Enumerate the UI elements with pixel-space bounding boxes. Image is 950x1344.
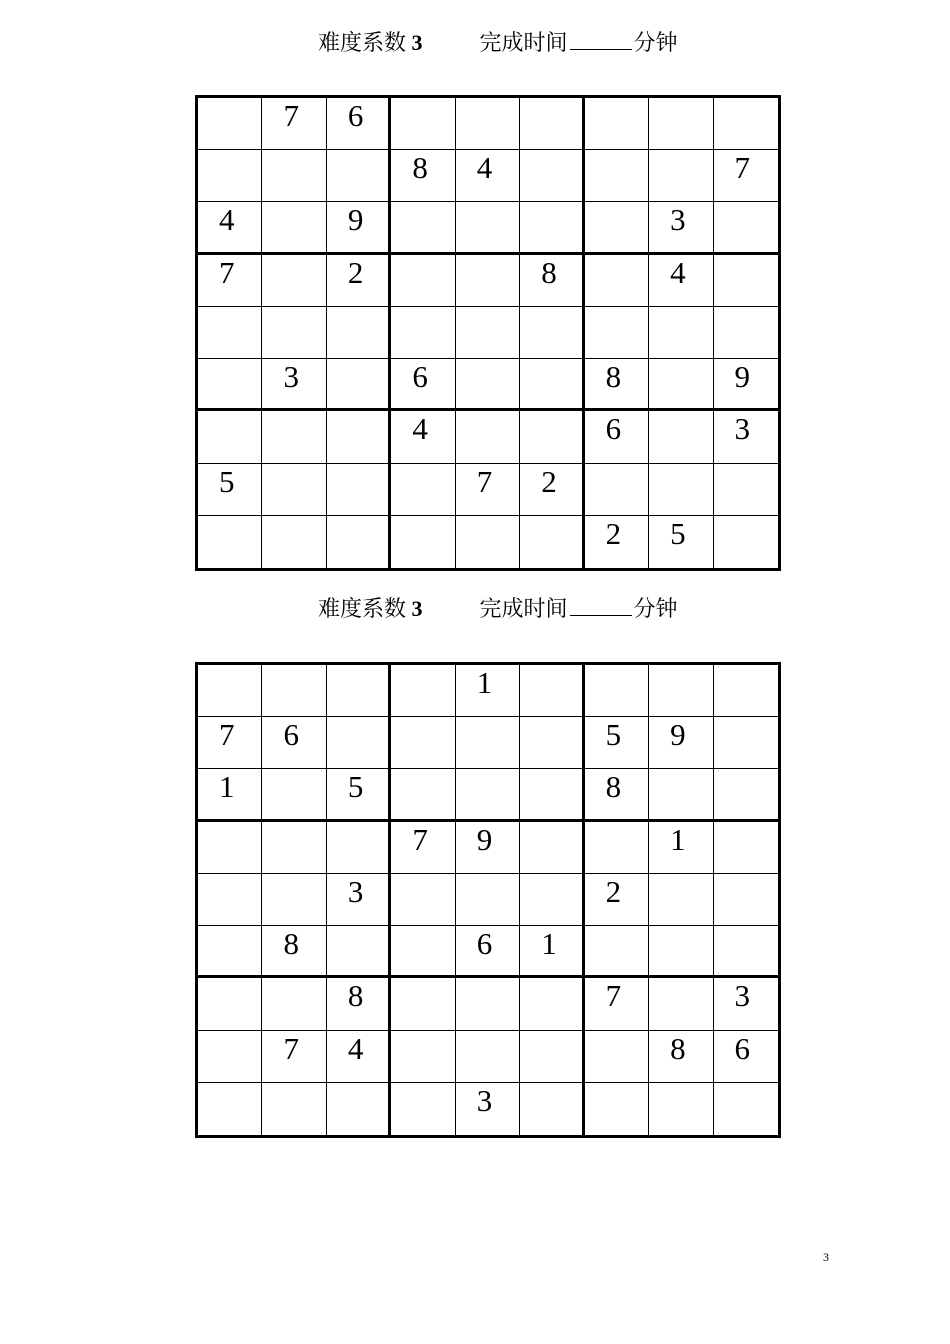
sudoku-cell[interactable] [520, 717, 584, 769]
time-unit: 分钟 [633, 30, 678, 55]
sudoku-cell[interactable] [198, 516, 262, 568]
sudoku-cell[interactable] [327, 822, 391, 874]
sudoku-cell[interactable]: 8 [327, 978, 391, 1030]
sudoku-cell[interactable] [198, 1083, 262, 1135]
sudoku-cell[interactable] [391, 307, 455, 359]
sudoku-cell[interactable] [456, 516, 520, 568]
sudoku-cell[interactable]: 8 [262, 926, 326, 978]
sudoku-cell[interactable]: 1 [649, 822, 713, 874]
sudoku-cell[interactable] [585, 822, 649, 874]
sudoku-cell[interactable] [520, 978, 584, 1030]
sudoku-cell[interactable]: 2 [585, 516, 649, 568]
sudoku-cell[interactable]: 8 [649, 1031, 713, 1083]
sudoku-cell[interactable] [520, 307, 584, 359]
sudoku-cell[interactable]: 7 [391, 822, 455, 874]
sudoku-cell[interactable] [198, 1031, 262, 1083]
difficulty-label: 难度系数 [318, 30, 407, 55]
sudoku-cell[interactable] [456, 874, 520, 926]
time-blank-line [570, 29, 632, 50]
sudoku-cell[interactable] [391, 1031, 455, 1083]
sudoku-cell[interactable]: 8 [585, 359, 649, 411]
sudoku-cell[interactable] [714, 307, 778, 359]
sudoku-cell[interactable] [520, 516, 584, 568]
sudoku-cell[interactable] [391, 1083, 455, 1135]
sudoku-cell[interactable] [391, 978, 455, 1030]
sudoku-cell[interactable] [262, 665, 326, 717]
sudoku-cell[interactable] [714, 464, 778, 516]
time-blank-line [570, 595, 632, 616]
sudoku-cell[interactable] [327, 665, 391, 717]
sudoku-cell[interactable] [262, 307, 326, 359]
sudoku-cell[interactable] [456, 359, 520, 411]
sudoku-cell[interactable] [198, 150, 262, 202]
sudoku-cell[interactable] [585, 202, 649, 254]
sudoku-cell[interactable] [262, 202, 326, 254]
sudoku-cell[interactable]: 4 [456, 150, 520, 202]
difficulty-value: 3 [411, 30, 423, 55]
sudoku-cell[interactable]: 8 [391, 150, 455, 202]
sudoku-cell[interactable]: 7 [714, 150, 778, 202]
sudoku-cell[interactable] [649, 359, 713, 411]
sudoku-cell[interactable]: 8 [520, 255, 584, 307]
sudoku-cell[interactable] [391, 202, 455, 254]
sudoku-cell[interactable] [714, 1083, 778, 1135]
sudoku-cell[interactable] [649, 464, 713, 516]
sudoku-cell[interactable]: 3 [649, 202, 713, 254]
sudoku-cell[interactable]: 5 [198, 464, 262, 516]
sudoku-cell[interactable] [391, 665, 455, 717]
sudoku-cell[interactable] [262, 822, 326, 874]
sudoku-cell[interactable] [714, 822, 778, 874]
sudoku-cell[interactable] [198, 307, 262, 359]
sudoku-cell[interactable] [649, 150, 713, 202]
sudoku-cell[interactable] [198, 665, 262, 717]
sudoku-cell[interactable] [456, 307, 520, 359]
sudoku-cell[interactable] [649, 98, 713, 150]
sudoku-cell[interactable] [520, 665, 584, 717]
sudoku-cell[interactable]: 5 [585, 717, 649, 769]
sudoku-cell[interactable] [520, 150, 584, 202]
sudoku-cell[interactable] [391, 464, 455, 516]
sudoku-cell[interactable] [649, 874, 713, 926]
sudoku-cell[interactable]: 4 [198, 202, 262, 254]
sudoku-cell[interactable]: 1 [198, 769, 262, 821]
sudoku-cell[interactable] [327, 464, 391, 516]
sudoku-cell[interactable] [198, 359, 262, 411]
sudoku-cell[interactable]: 6 [262, 717, 326, 769]
sudoku-cell[interactable] [714, 516, 778, 568]
sudoku-cell[interactable]: 9 [327, 202, 391, 254]
sudoku-cell[interactable]: 9 [456, 822, 520, 874]
sudoku-cell[interactable] [585, 464, 649, 516]
sudoku-grid-2 [195, 662, 781, 1138]
sudoku-cell[interactable] [649, 665, 713, 717]
sudoku-cell[interactable] [649, 1083, 713, 1135]
sudoku-cell[interactable] [714, 202, 778, 254]
sudoku-cell[interactable] [585, 1031, 649, 1083]
sudoku-cell[interactable] [714, 717, 778, 769]
sudoku-cell[interactable]: 3 [456, 1083, 520, 1135]
sudoku-cell[interactable] [327, 1083, 391, 1135]
sudoku-cell[interactable] [198, 98, 262, 150]
sudoku-cell[interactable] [714, 769, 778, 821]
sudoku-cell[interactable] [714, 255, 778, 307]
sudoku-cell[interactable]: 3 [714, 411, 778, 463]
sudoku-cell[interactable] [520, 822, 584, 874]
sudoku-cell[interactable] [262, 464, 326, 516]
sudoku-cell[interactable]: 3 [714, 978, 778, 1030]
sudoku-cell[interactable] [327, 926, 391, 978]
sudoku-cell[interactable] [262, 150, 326, 202]
sudoku-cell[interactable] [520, 359, 584, 411]
sudoku-cell[interactable]: 3 [327, 874, 391, 926]
time-unit: 分钟 [633, 596, 678, 621]
sudoku-cell[interactable]: 7 [585, 978, 649, 1030]
sudoku-cell[interactable]: 5 [327, 769, 391, 821]
sudoku-cell[interactable] [585, 1083, 649, 1135]
sudoku-cell[interactable]: 6 [714, 1031, 778, 1083]
sudoku-cell[interactable] [327, 359, 391, 411]
sudoku-cell[interactable] [262, 874, 326, 926]
sudoku-cell[interactable]: 7 [198, 255, 262, 307]
sudoku-cell[interactable] [391, 769, 455, 821]
sudoku-cell[interactable]: 6 [391, 359, 455, 411]
time-label: 完成时间 [479, 30, 568, 55]
sudoku-cell[interactable] [327, 150, 391, 202]
page-number: 3 [823, 1250, 829, 1264]
sudoku-cell[interactable] [198, 822, 262, 874]
sudoku-grid-1 [195, 95, 781, 571]
sudoku-cell[interactable] [198, 411, 262, 463]
sudoku-cell[interactable] [520, 769, 584, 821]
sudoku-cell[interactable] [714, 98, 778, 150]
sudoku-cell[interactable] [649, 769, 713, 821]
sudoku-cell[interactable] [649, 307, 713, 359]
sudoku-cell[interactable] [456, 202, 520, 254]
difficulty-label: 难度系数 [318, 596, 407, 621]
sudoku-cell[interactable] [262, 516, 326, 568]
sudoku-cell[interactable]: 5 [649, 516, 713, 568]
sudoku-cell[interactable]: 9 [714, 359, 778, 411]
sudoku-cell[interactable]: 3 [262, 359, 326, 411]
sudoku-cell[interactable] [262, 411, 326, 463]
sudoku-cell[interactable]: 7 [262, 1031, 326, 1083]
sudoku-cell[interactable] [649, 411, 713, 463]
sudoku-cell[interactable]: 2 [585, 874, 649, 926]
sudoku-cell[interactable] [391, 926, 455, 978]
sudoku-cell[interactable] [262, 255, 326, 307]
difficulty-value: 3 [411, 596, 423, 621]
sudoku-cell[interactable] [198, 926, 262, 978]
sudoku-cell[interactable] [520, 98, 584, 150]
sudoku-cell[interactable] [520, 1083, 584, 1135]
sudoku-cell[interactable] [649, 926, 713, 978]
sudoku-cell[interactable] [585, 307, 649, 359]
sudoku-cell[interactable] [585, 926, 649, 978]
sudoku-cell[interactable]: 8 [585, 769, 649, 821]
sudoku-cell[interactable]: 7 [198, 717, 262, 769]
sudoku-cell[interactable] [391, 98, 455, 150]
time-label: 完成时间 [479, 596, 568, 621]
sudoku-cell[interactable] [262, 769, 326, 821]
sudoku-cell[interactable] [391, 516, 455, 568]
sudoku-cell[interactable]: 7 [456, 464, 520, 516]
sudoku-cell[interactable] [456, 717, 520, 769]
sudoku-cell[interactable] [520, 202, 584, 254]
sudoku-cell[interactable] [714, 874, 778, 926]
sudoku-cell[interactable] [456, 1031, 520, 1083]
sudoku-cell[interactable] [391, 874, 455, 926]
sudoku-cell[interactable]: 4 [327, 1031, 391, 1083]
sudoku-cell[interactable] [456, 255, 520, 307]
sudoku-cell[interactable] [327, 411, 391, 463]
sudoku-cell[interactable] [714, 665, 778, 717]
sudoku-cell[interactable] [262, 978, 326, 1030]
sudoku-cell[interactable]: 1 [456, 665, 520, 717]
sudoku-cell[interactable] [714, 926, 778, 978]
sudoku-cell[interactable] [262, 1083, 326, 1135]
sudoku-cell[interactable] [585, 98, 649, 150]
sudoku-cell[interactable] [327, 307, 391, 359]
sudoku-cell[interactable]: 1 [520, 926, 584, 978]
sudoku-cell[interactable] [585, 150, 649, 202]
sudoku-cell[interactable] [391, 255, 455, 307]
sudoku-cell[interactable] [585, 255, 649, 307]
sudoku-cell[interactable]: 6 [585, 411, 649, 463]
sudoku-cell[interactable] [520, 874, 584, 926]
sudoku-cell[interactable] [456, 769, 520, 821]
puzzle-2-heading [318, 594, 738, 624]
sudoku-cell[interactable]: 7 [262, 98, 326, 150]
sudoku-cell[interactable]: 2 [520, 464, 584, 516]
sudoku-cell[interactable] [520, 1031, 584, 1083]
sudoku-cell[interactable] [198, 978, 262, 1030]
sudoku-cell[interactable]: 6 [456, 926, 520, 978]
sudoku-cell[interactable] [456, 978, 520, 1030]
sudoku-cell[interactable]: 4 [649, 255, 713, 307]
sudoku-cell[interactable] [327, 516, 391, 568]
sudoku-cell[interactable] [649, 978, 713, 1030]
sudoku-cell[interactable] [198, 874, 262, 926]
sudoku-cell[interactable]: 2 [327, 255, 391, 307]
sudoku-cell[interactable] [585, 665, 649, 717]
sudoku-cell[interactable]: 4 [391, 411, 455, 463]
sudoku-cell[interactable]: 6 [327, 98, 391, 150]
sudoku-cell[interactable] [327, 717, 391, 769]
sudoku-cell[interactable] [456, 411, 520, 463]
puzzle-1-heading [318, 28, 738, 58]
sudoku-cell[interactable] [391, 717, 455, 769]
sudoku-cell[interactable] [456, 98, 520, 150]
sudoku-cell[interactable] [520, 411, 584, 463]
sudoku-cell[interactable]: 9 [649, 717, 713, 769]
